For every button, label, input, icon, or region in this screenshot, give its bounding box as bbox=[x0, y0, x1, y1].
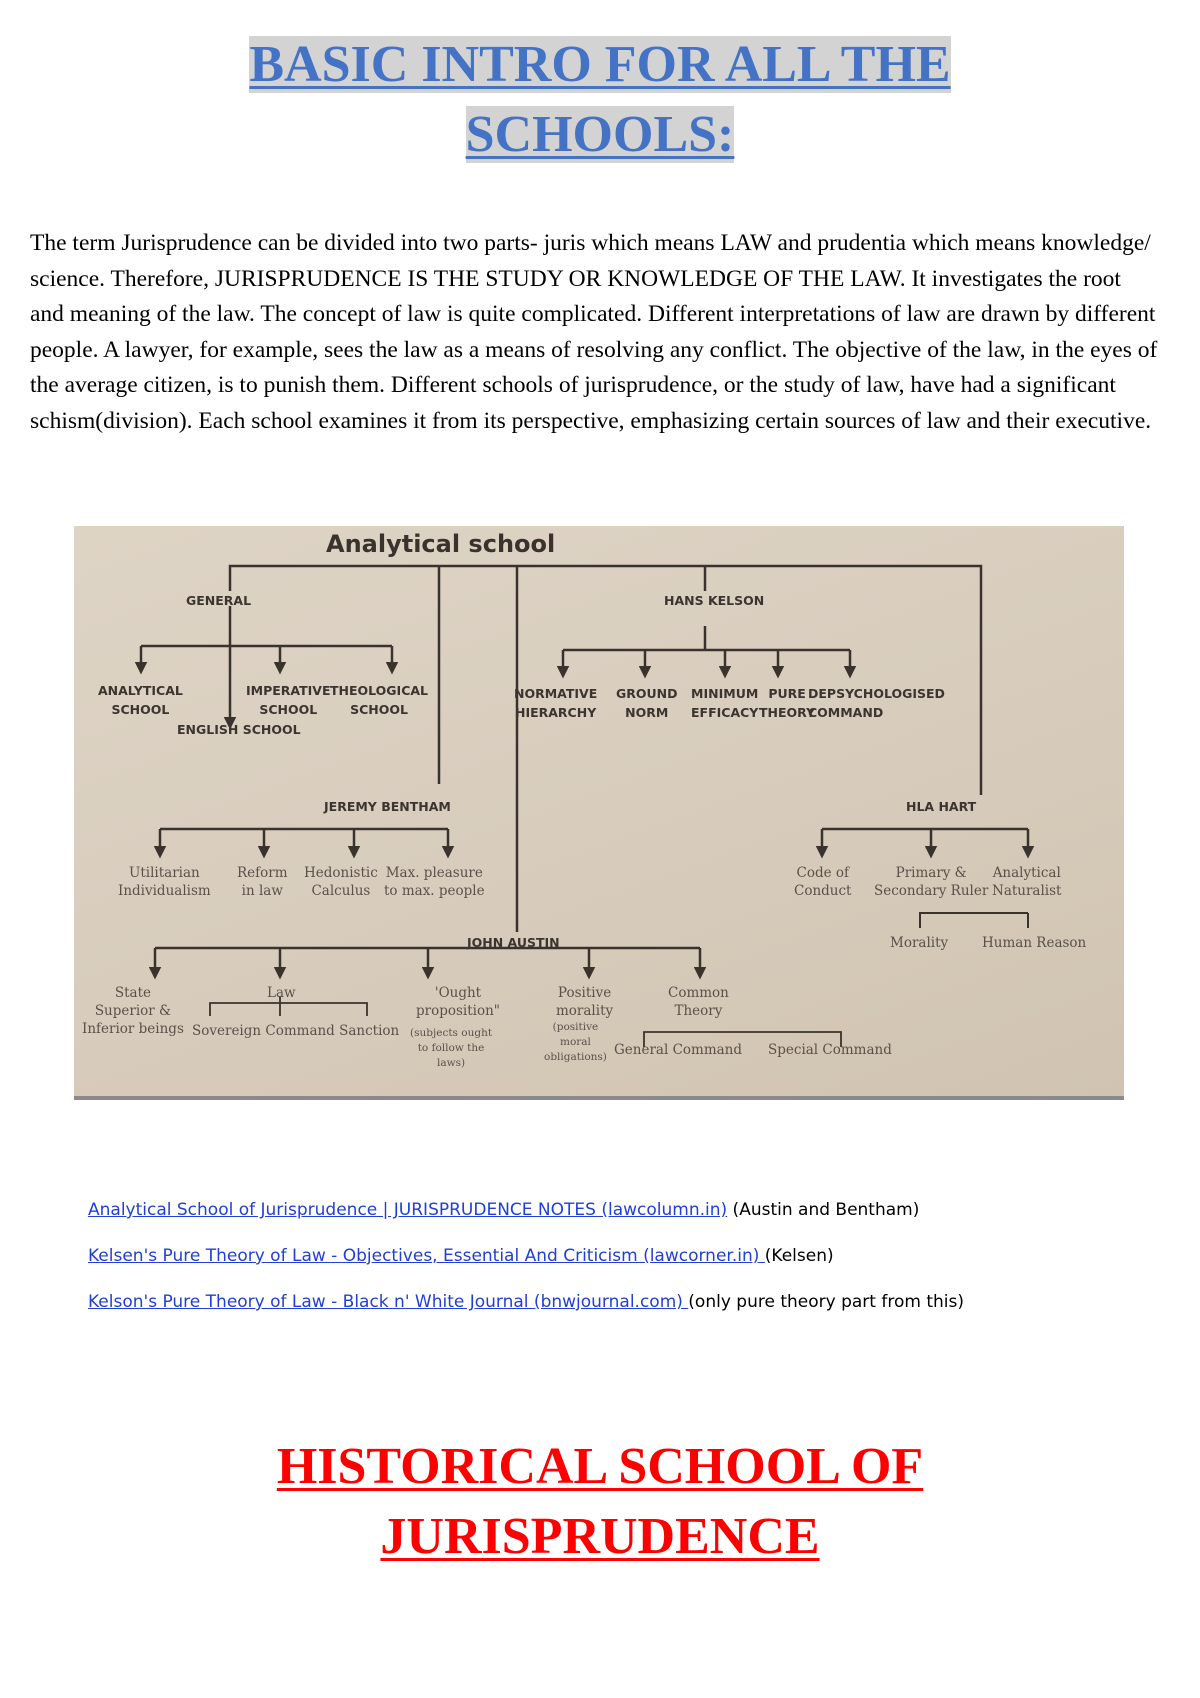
hedonistic-node bbox=[304, 864, 378, 900]
node-text: EFFICACY bbox=[691, 705, 759, 720]
node-text: SCHOOL bbox=[350, 702, 408, 717]
code-of-conduct-node bbox=[794, 864, 851, 900]
section-title bbox=[0, 1432, 1200, 1572]
node-text: in law bbox=[241, 883, 283, 899]
ground-norm-node bbox=[616, 684, 678, 722]
analytical-school-diagram bbox=[74, 526, 1124, 1100]
node-text: to max. people bbox=[384, 883, 485, 899]
theological-school-node bbox=[330, 681, 428, 719]
pure-theory-node bbox=[759, 684, 815, 722]
node-text: HIERARCHY bbox=[514, 705, 597, 720]
node-text: SCHOOL bbox=[111, 702, 170, 717]
analytical-school-node bbox=[98, 681, 183, 719]
node-text: Inferior beings bbox=[82, 1021, 184, 1037]
diagram-title: Analytical school bbox=[326, 530, 556, 558]
node-text: Common bbox=[668, 985, 729, 1001]
node-text: Calculus bbox=[311, 883, 371, 899]
node-text: moral bbox=[559, 1036, 591, 1048]
sovereign-command-node: Sovereign Command Sanction bbox=[192, 1023, 400, 1039]
node-text: obligations) bbox=[544, 1051, 607, 1063]
ought-note bbox=[410, 1026, 492, 1071]
link-note: (only pure theory part from this) bbox=[688, 1292, 964, 1312]
node-text: Positive bbox=[557, 985, 612, 1001]
hart-label: HLA HART bbox=[906, 799, 977, 814]
imperative-school-node bbox=[246, 681, 331, 719]
node-text: Conduct bbox=[794, 883, 852, 899]
node-text: Primary & bbox=[895, 865, 967, 881]
node-text: Code of bbox=[796, 865, 849, 881]
reform-node bbox=[237, 864, 288, 900]
reference-link-row bbox=[88, 1246, 834, 1266]
section-title-line-2: JURISPRUDENCE bbox=[380, 1508, 820, 1565]
node-text: GROUND bbox=[616, 686, 678, 701]
state-node bbox=[82, 984, 184, 1038]
human-reason-node: Human Reason bbox=[982, 935, 1087, 951]
node-text: NORMATIVE bbox=[514, 686, 598, 701]
node-text: 'Ought bbox=[434, 985, 482, 1001]
normative-hierarchy-node bbox=[514, 684, 597, 722]
depsychologised-command-node bbox=[808, 684, 945, 722]
intro-paragraph: The term Jurisprudence can be divided into two parts- juris which means LAW and prudentia which means knowledge/ science. Therefore, JURISPRUDENCE IS THE STUDY OR KNOWLEDGE OF THE LAW. It investigates the root and meaning of the law. The concept of law is quite complicated. Different interpretations of law are drawn by different people. A lawyer, for example, sees the law as a means of resolving any conflict. The objective of the law, in the eyes of the average citizen, is to punish them. Different schools of jurisprudence, or the study of law, have had a significant schism(division). Each school examines it from its perspective, emphasizing certain sources of law and their executive. bbox=[30, 230, 1158, 434]
link-note: (Kelsen) bbox=[764, 1246, 834, 1266]
analytical-naturalist-node bbox=[992, 864, 1061, 900]
node-text: NORM bbox=[625, 705, 669, 720]
node-text: IMPERATIVE bbox=[246, 683, 331, 698]
node-text: ANALYTICAL bbox=[98, 683, 183, 698]
node-text: proposition" bbox=[416, 1003, 501, 1019]
node-text: Theory bbox=[674, 1003, 723, 1019]
bentham-label: JEREMY BENTHAM bbox=[324, 799, 451, 814]
node-text: Hedonistic bbox=[304, 865, 378, 881]
kelson-label: HANS KELSON bbox=[664, 593, 765, 608]
node-text: Superior & bbox=[94, 1003, 172, 1019]
link-note: (Austin and Bentham) bbox=[727, 1200, 920, 1220]
law-node: Law bbox=[267, 985, 296, 1001]
node-text: DEPSYCHOLOGISED bbox=[808, 686, 945, 701]
node-text: State bbox=[114, 985, 151, 1001]
node-text: THEOLOGICAL bbox=[330, 683, 429, 698]
node-text: Analytical bbox=[992, 865, 1061, 881]
primary-secondary-node bbox=[874, 864, 988, 900]
node-text: Utilitarian bbox=[128, 865, 200, 881]
node-text: Max. pleasure bbox=[385, 865, 483, 881]
english-school-node: ENGLISH SCHOOL bbox=[177, 722, 301, 737]
page-title-line-2: SCHOOLS: bbox=[465, 106, 735, 163]
node-text: (subjects ought bbox=[410, 1027, 493, 1039]
austin-label: JOHN AUSTIN bbox=[467, 935, 560, 950]
node-text: THEORY bbox=[759, 705, 816, 720]
page-title bbox=[0, 30, 1200, 170]
morality-node: Morality bbox=[890, 935, 949, 951]
link-lawcorner[interactable]: Kelsen's Pure Theory of Law - Objectives, Essential And Criticism (lawcorner.in) bbox=[88, 1246, 765, 1266]
node-text: Reform bbox=[237, 865, 288, 881]
reference-link-row bbox=[88, 1292, 964, 1312]
common-theory-node bbox=[668, 984, 729, 1020]
special-command-node: Special Command bbox=[768, 1042, 892, 1058]
max-pleasure-node bbox=[384, 864, 485, 900]
general-label: GENERAL bbox=[186, 593, 252, 608]
node-text: (positive bbox=[552, 1021, 599, 1033]
node-text: PURE bbox=[768, 686, 806, 701]
node-text: SCHOOL bbox=[259, 702, 318, 717]
reference-link-row bbox=[88, 1200, 919, 1220]
general-command-node: General Command bbox=[614, 1042, 743, 1058]
link-lawcolumn[interactable]: Analytical School of Jurisprudence | JURISPRUDENCE NOTES (lawcolumn.in) bbox=[88, 1200, 728, 1220]
positive-morality-node bbox=[556, 984, 613, 1020]
page-title-line-1: BASIC INTRO FOR ALL THE bbox=[249, 36, 951, 93]
node-text: laws) bbox=[436, 1057, 466, 1069]
node-text: to follow the bbox=[417, 1042, 485, 1054]
node-text: COMMAND bbox=[808, 705, 884, 720]
link-bnwjournal[interactable]: Kelson's Pure Theory of Law - Black n' White Journal (bnwjournal.com) bbox=[88, 1292, 689, 1312]
node-text: MINIMUM bbox=[691, 686, 759, 701]
node-text: Secondary Ruler bbox=[874, 883, 989, 899]
section-title-line-1: HISTORICAL SCHOOL OF bbox=[276, 1438, 924, 1495]
utilitarian-node bbox=[118, 864, 211, 900]
minimum-efficacy-node bbox=[691, 684, 758, 722]
law-bracket bbox=[210, 1003, 367, 1016]
positive-note bbox=[544, 1020, 607, 1065]
node-text: Individualism bbox=[118, 883, 211, 899]
node-text: Naturalist bbox=[992, 883, 1062, 899]
ought-proposition-node bbox=[416, 984, 500, 1020]
node-text: morality bbox=[556, 1003, 614, 1019]
